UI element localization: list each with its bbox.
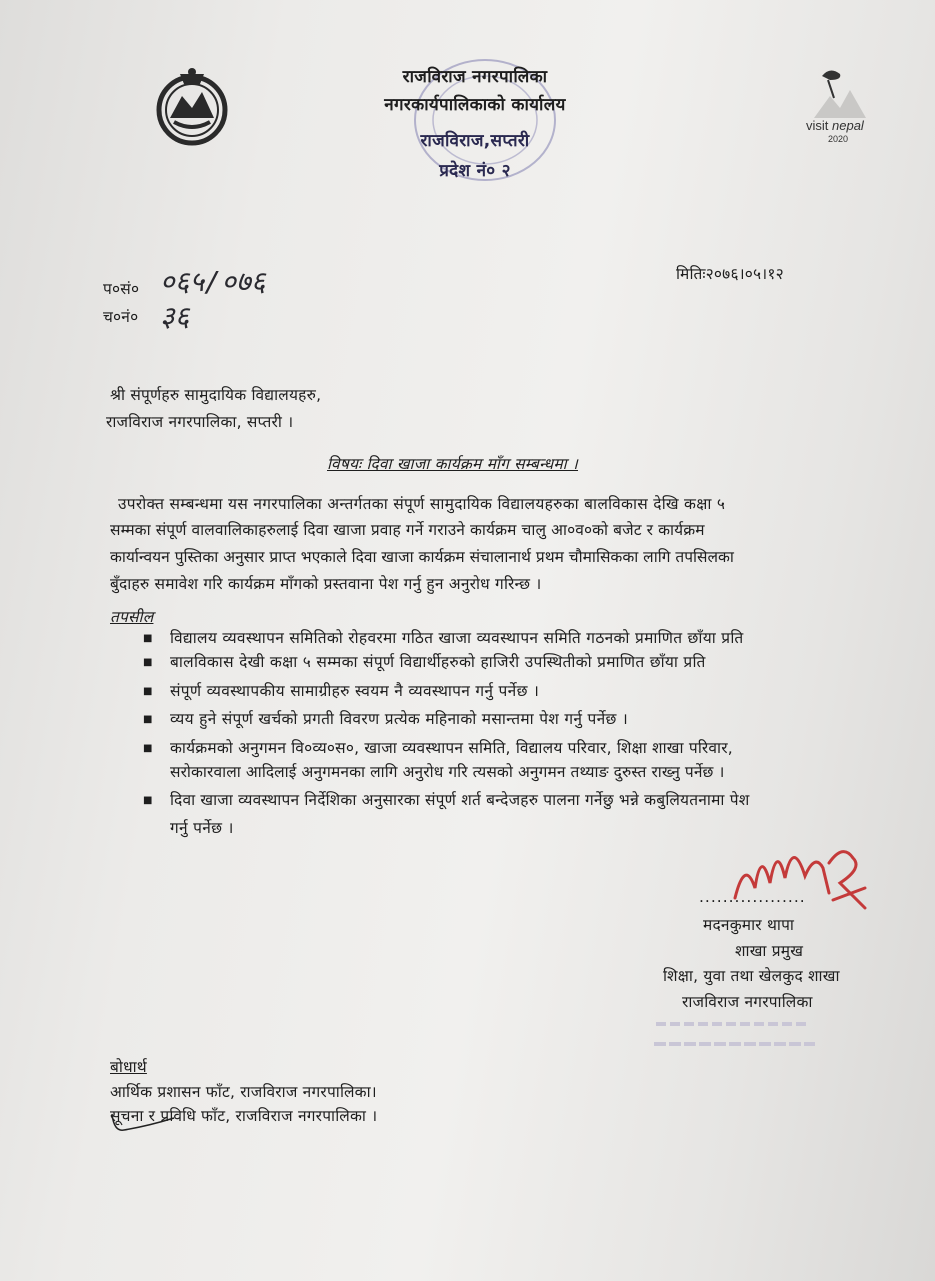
body-line-1: उपरोक्त सम्बन्धमा यस नगरपालिका अन्तर्गतका संपूर्ण सामुदायिक विद्यालयहरुका बालविकास देखि कक्षा ५ [118, 495, 726, 513]
patra-label: प०सं० [103, 280, 140, 298]
subject-line: विषयः दिवा खाजा कार्यक्रम माँग सम्बन्धमा । [327, 455, 579, 473]
cc-tick-mark [108, 1108, 178, 1138]
bullet-item-6-line-1: दिवा खाजा व्यवस्थापन निर्देशिका अनुसारका संपूर्ण शर्त बन्देजहरु पालना गर्नेछु भन्ने कबुलियतनामा पेश [170, 791, 750, 809]
year-label: 2020 [828, 134, 849, 144]
nepal-label: nepal [832, 118, 864, 133]
bullet-item-6-line-2: गर्नु पर्नेछ । [170, 819, 234, 837]
signatory-branch: शिक्षा, युवा तथा खेलकुद शाखा [663, 967, 840, 985]
cc-heading: बोधार्थ [110, 1058, 147, 1076]
bullet-item-5-line-1: कार्यक्रमको अनुगमन वि०व्य०स०, खाजा व्यवस्थापन समिति, विद्यालय परिवार, शिक्षा शाखा परिवार, [170, 739, 733, 757]
header-line-2: नगरकार्यपालिकाको कार्यालय [384, 95, 566, 115]
visit-nepal-text [806, 118, 864, 133]
signatory-office: राजविराज नगरपालिका [682, 993, 813, 1011]
header-line-1: राजविराज नगरपालिका [402, 67, 548, 87]
body-line-4: बुँदाहरु समावेश गरि कार्यक्रम माँगको प्रस्तवाना पेश गर्नु हुन अनुरोध गरिन्छ । [110, 575, 542, 593]
header-line-4: प्रदेश नं० २ [439, 161, 511, 181]
signature-scribble [725, 838, 870, 918]
bullet-item-5-line-2: सरोकारवाला आदिलाई अनुगमनका लागि अनुरोध गरि त्यसको अनुगमन तथ्याङ दुरुस्त राख्नु पर्नेछ । [170, 763, 725, 781]
bullet-marker: ■ [143, 795, 153, 806]
bullet-marker: ■ [143, 657, 153, 668]
bullet-marker: ■ [143, 686, 153, 697]
chalani-label: च०नं० [103, 308, 139, 326]
cc-line-1: आर्थिक प्रशासन फाँट, राजविराज नगरपालिका। [110, 1083, 377, 1101]
bullet-marker: ■ [143, 743, 153, 754]
bullet-item-3: संपूर्ण व्यवस्थापकीय सामाग्रीहरु स्वयम नै व्यवस्थापन गर्नु पर्नेछ । [170, 682, 540, 700]
recipient-line-1: श्री संपूर्णहरु सामुदायिक विद्यालयहरु, [110, 386, 322, 404]
date-text: मितिः२०७६।०५।१२ [676, 265, 784, 283]
bullet-marker: ■ [143, 714, 153, 725]
faint-stamp-lines [650, 1012, 820, 1052]
chalani-value: ३६ [160, 300, 190, 333]
body-line-2: सम्मका संपूर्ण वालवालिकाहरुलाई दिवा खाजा प्रवाह गर्ने गराउने कार्यक्रम चालु आ०व०को बजेट र कार्यक्रम [110, 521, 705, 539]
bullet-item-1: विद्यालय व्यवस्थापन समितिको रोहवरमा गठित खाजा व्यवस्थापन समिति गठनको प्रमाणित छाँया प्रति [170, 629, 744, 647]
body-line-3: कार्यान्वयन पुस्तिका अनुसार प्राप्त भएकाले दिवा खाजा कार्यक्रम संचालानार्थ प्रथम चौमासिकका लागि तपसिलका [110, 548, 734, 566]
nepal-emblem-icon [152, 66, 232, 148]
bullet-marker: ■ [143, 633, 153, 644]
bullet-item-4: व्यय हुने संपूर्ण खर्चको प्रगती विवरण प्रत्येक महिनाको मसान्तमा पेश गर्नु पर्नेछ । [170, 710, 629, 728]
signature-dots: .................. [699, 888, 806, 906]
tapsil-heading: तपसील [110, 608, 154, 626]
signatory-title: शाखा प्रमुख [735, 942, 804, 960]
visit-label: visit [806, 118, 829, 133]
header-line-3: राजविराज,सप्तरी [420, 131, 530, 151]
cc-line-2: सूचना र प्रविधि फाँट, राजविराज नगरपालिका । [110, 1107, 378, 1125]
signatory-name: मदनकुमार थापा [703, 916, 795, 934]
recipient-line-2: राजविराज नगरपालिका, सप्तरी । [106, 413, 294, 431]
bullet-item-2: बालविकास देखी कक्षा ५ सम्मका संपूर्ण विद्यार्थीहरुको हाजिरी उपस्थितीको प्रमाणित छाँया प्रति [170, 653, 706, 671]
patra-value: ०६५/०७६ [160, 265, 266, 298]
